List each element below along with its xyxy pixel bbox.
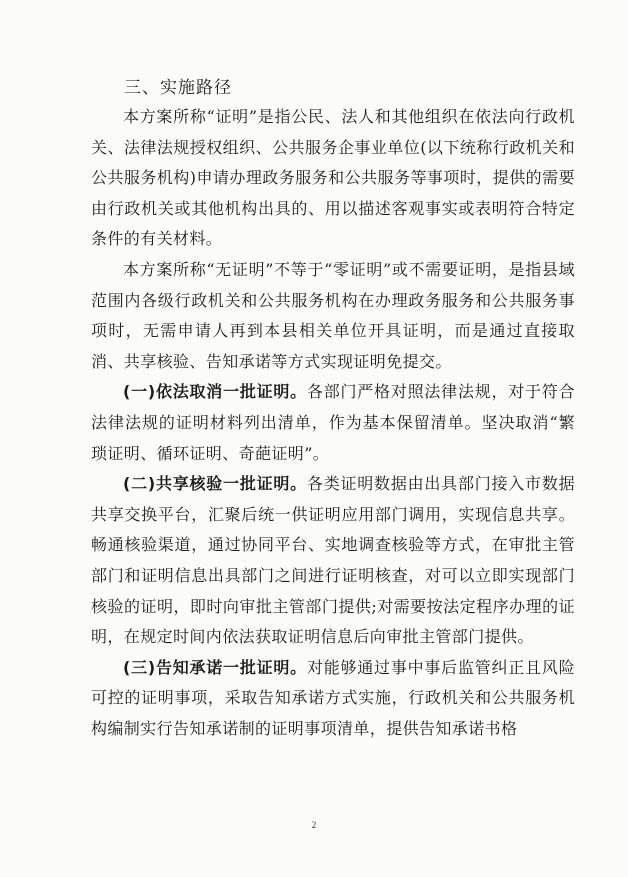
paragraph-lead: (三)告知承诺一批证明。 [123, 657, 307, 677]
paragraph-lead: (一)依法取消一批证明。 [123, 382, 307, 402]
paragraph-shared-verification [91, 469, 575, 653]
paragraph-text: 本方案所称“证明”是指公民、法人和其他组织在依法向行政机关、法律法规授权组织、公共服务企事业单位(以下统称行政机关和公共服务机构)申请办理政务服务和公共服务等事项时，提供的需要由行政机关或其他机构出具的、用以描述客观事实或表明符合特定条件的有关材料。 [91, 107, 575, 249]
paragraph-lead: (二)共享核验一批证明。 [123, 474, 307, 494]
paragraph-text: 各类证明数据由出具部门接入市数据共享交换平台，汇聚后统一供证明应用部门调用，实现信息共享。畅通核验渠道，通过协同平台、实地调查核验等方式，在审批主管部门和证明信息出具部门之间进行证明核查，对可以立即实现部门核验的证明，即时向审批主管部门提供;对需要按法定程序办理的证明，在规定时间内依法获取证明信息后向审批主管部门提供。 [91, 474, 575, 647]
paragraph-definition-proof [91, 102, 575, 255]
paragraph-text: 对能够通过事中事后监管纠正且风险可控的证明事项，采取告知承诺方式实施，行政机关和公共服务机构编制实行告知承诺制的证明事项清单，提供告知承诺书格 [91, 657, 575, 738]
paragraph-text: 各部门严格对照法律法规，对于符合法律法规的证明材料列出清单，作为基本保留清单。坚决取消“繁琐证明、循环证明、奇葩证明”。 [91, 382, 575, 463]
page-number: 2 [311, 820, 317, 830]
document-body [91, 75, 575, 744]
paragraph-text: 本方案所称“无证明”不等于“零证明”或不需要证明，是指县域范围内各级行政机关和公共服务机构在办理政务服务和公共服务事项时，无需申请人再到本县相关单位开具证明，而是通过直接取消、共享核验、告知承诺等方式实现证明免提交。 [91, 259, 575, 371]
paragraph-notification-commitment [91, 653, 575, 745]
paragraph-definition-no-proof [91, 255, 575, 377]
paragraph-cancel-by-law [91, 377, 575, 469]
section-heading: 三、实施路径 [124, 78, 232, 98]
